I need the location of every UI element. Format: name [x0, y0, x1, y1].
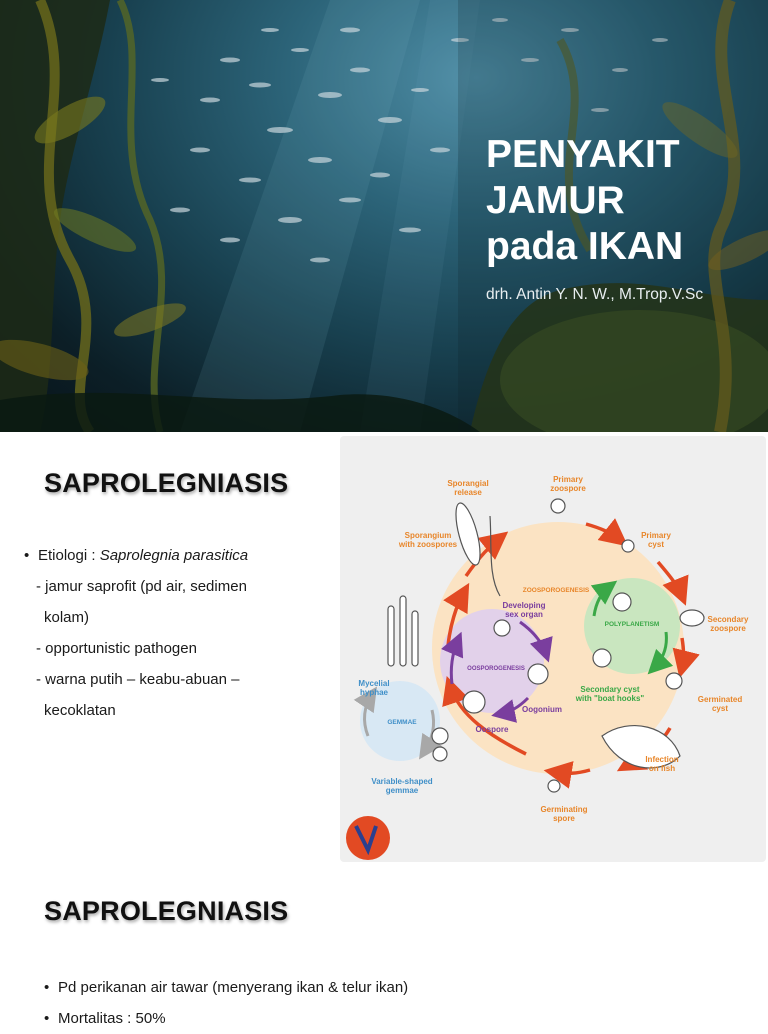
label-variable-gemmae: Variable-shaped gemmae: [371, 777, 433, 795]
publisher-logo: [346, 816, 390, 860]
primary-cyst-drawing: [622, 540, 634, 552]
primary-zoospore-drawing: [551, 499, 565, 513]
title-slide: [0, 0, 768, 432]
label-sporangial-release: Sporangial release: [447, 479, 489, 497]
list-item: kolam): [44, 609, 90, 626]
list-item: - warna putih – keabu-abuan –: [36, 671, 240, 688]
polyplanetism-cyst-drawing: [613, 593, 631, 611]
mycelial-hyphae-drawing: [412, 611, 418, 666]
slide-title: [486, 132, 756, 270]
gemmae-drawing: [432, 728, 448, 744]
saprolegnia-life-cycle-svg: [340, 436, 766, 862]
label-oogonium: Oogonium: [522, 705, 562, 714]
gemmae-drawing: [433, 747, 447, 761]
germinated-cyst-drawing: [666, 673, 682, 689]
list-item-text: Pd perikanan air tawar (menyerang ikan & telur ikan): [58, 979, 409, 996]
life-cycle-diagram: [340, 436, 766, 862]
oospore-drawing: [463, 691, 485, 713]
label-zoosporogenesis: ZOOSPOROGENESIS: [522, 587, 590, 594]
list-item: • Pd perikanan air tawar (menyerang ikan & telur ikan): [44, 979, 409, 996]
impact-bullet-list: [44, 972, 408, 1034]
mycelial-hyphae-drawing: [388, 606, 394, 666]
label-polyplanetism: POLYPLANETISM: [604, 621, 660, 628]
label-primary-cyst: Primary cyst: [641, 531, 671, 549]
etiology-bullet-list: [24, 540, 324, 726]
germinating-spore-drawing: [548, 780, 560, 792]
label-primary-zoospore: Primary zoospore: [550, 475, 586, 493]
list-item: kecoklatan: [44, 702, 116, 719]
mycelial-hyphae-drawing: [400, 596, 406, 666]
label-sporangium: Sporangium with zoospores: [398, 531, 458, 549]
etiology-prefix: Etiologi :: [38, 547, 100, 564]
slide-heading: SAPROLEGNIASIS: [44, 468, 289, 498]
slide-heading: SAPROLEGNIASIS: [44, 896, 289, 926]
label-developing-sex-organ: Developing sex organ: [502, 601, 546, 619]
list-item: - opportunistic pathogen: [36, 640, 197, 657]
list-item: • Mortalitas : 50%: [44, 1010, 166, 1027]
author-name: drh. Antin Y. N. W., M.Trop.V.Sc: [486, 286, 704, 303]
secondary-zoospore-drawing: [680, 610, 704, 626]
label-germinated-cyst: Germinated cyst: [697, 695, 743, 713]
cycle-arrow: [682, 638, 684, 668]
label-oospore: Oospore: [475, 725, 509, 734]
species-name: Saprolegnia parasitica: [99, 547, 249, 564]
saprolegniasis-etiology-slide: [0, 432, 768, 864]
label-gemmae: GEMMAE: [387, 719, 417, 726]
oogonium-drawing: [528, 664, 548, 684]
label-secondary-zoospore: Secondary zoospore: [707, 615, 749, 633]
sex-organ-drawing: [494, 620, 510, 636]
secondary-cyst-drawing: [593, 649, 611, 667]
title-line-3: pada IKAN: [486, 225, 684, 268]
title-line-1: PENYAKIT: [486, 133, 680, 176]
label-germinating-spore: Germinating spore: [540, 805, 588, 823]
title-line-2: JAMUR: [486, 179, 625, 222]
label-mycelial-hyphae: Mycelial hyphae: [358, 679, 390, 697]
list-item-text: Mortalitas : 50%: [58, 1010, 166, 1027]
etiology-bullet: • Etiologi : Saprolegnia parasitica: [24, 547, 249, 564]
saprolegniasis-impact-slide: [0, 864, 768, 1027]
list-item: - jamur saprofit (pd air, sedimen: [36, 578, 247, 595]
sporangium-drawing: [451, 501, 485, 567]
label-oosporogenesis: OOSPOROGENESIS: [467, 666, 525, 672]
label-secondary-cyst: Secondary cyst with "boat hooks": [575, 685, 645, 703]
label-infection: Infection on fish: [645, 755, 679, 773]
